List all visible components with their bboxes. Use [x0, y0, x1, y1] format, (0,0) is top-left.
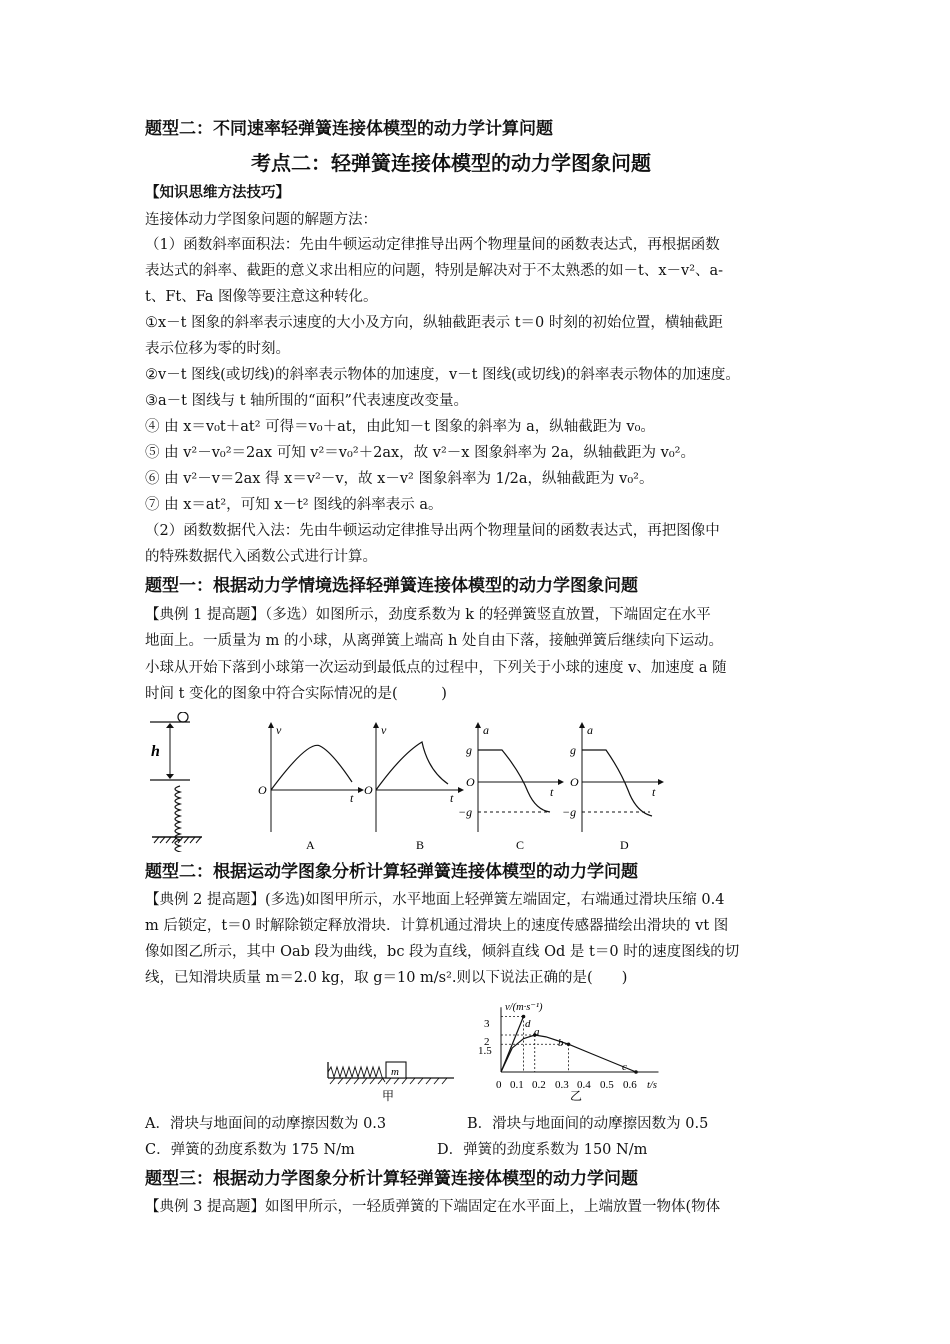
text-line: 的特殊数据代入函数公式进行计算。 — [145, 549, 377, 565]
spring-block-diagram — [328, 1062, 454, 1103]
svg-text:O: O — [258, 783, 267, 797]
svg-text:a: a — [483, 723, 489, 737]
svg-text:g: g — [466, 743, 472, 757]
type2-heading: 题型二：根据运动学图象分析计算轻弹簧连接体模型的动力学问题 — [145, 862, 638, 882]
y-tick: 3 — [484, 1018, 490, 1030]
svg-text:v: v — [381, 723, 387, 737]
svg-text:t: t — [550, 785, 554, 799]
svg-text:t: t — [652, 785, 656, 799]
text-line: t、Ft、Fa 图像等要注意这种转化。 — [145, 289, 378, 305]
option-label-C: C — [516, 838, 525, 852]
page-title: 考点二：轻弹簧连接体模型的动力学图象问题 — [251, 151, 651, 175]
ex1-line: 小球从开始下落到小球第一次运动到最低点的过程中，下列关于小球的速度 v、加速度 a 随 — [145, 660, 727, 676]
text-line: 连接体动力学图象问题的解题方法： — [145, 212, 377, 228]
data-point — [634, 1070, 638, 1074]
text-line: ②v－t 图线(或切线)的斜率表示物体的加速度，v－t 图线(或切线)的斜率表示物体的加速度。 — [145, 367, 740, 383]
option-A: A．滑块与地面间的动摩擦因数为 0.3 — [145, 1116, 387, 1132]
y-axis-label: v/(m·s⁻¹) — [505, 1002, 543, 1013]
x-tick: 0.3 — [555, 1079, 569, 1091]
point-label-a: a — [534, 1026, 540, 1038]
point-label-b: b — [558, 1037, 564, 1049]
vt-chart — [478, 1002, 659, 1103]
text-line: ④ 由 x＝v₀t＋at² 可得＝v₀＋at，由此知－t 图象的斜率为 a，纵轴截距为 v₀。 — [145, 419, 655, 435]
option-B: B．滑块与地面间的动摩擦因数为 0.5 — [467, 1116, 709, 1132]
graph-A — [258, 722, 364, 852]
ex1-line: 地面上。一质量为 m 的小球，从离弹簧上端高 h 处自由下落，接触弹簧后继续向下运动。 — [145, 633, 724, 649]
graph-B — [364, 722, 464, 852]
h-label: h — [151, 743, 160, 760]
svg-text:−g: −g — [458, 805, 473, 819]
option-C: C．弹簧的劲度系数为 175 N/m — [145, 1142, 355, 1158]
caption-jia: 甲 — [382, 1089, 395, 1103]
text-line: （2）函数数据代入法：先由牛顿运动定律推导出两个物理量间的函数表达式，再把图像中 — [145, 523, 720, 539]
caption-yi: 乙 — [570, 1089, 583, 1103]
x-tick: 0 — [496, 1079, 502, 1091]
svg-text:O: O — [570, 775, 579, 789]
graph-C — [458, 722, 564, 852]
svg-text:O: O — [466, 775, 475, 789]
figure-1 — [140, 712, 670, 852]
option-D: D．弹簧的劲度系数为 150 N/m — [437, 1142, 648, 1158]
ex2-line: 像如图乙所示，其中 Oab 段为曲线，bc 段为直线，倾斜直线 Od 是 t＝0 时的速度图线的切 — [145, 944, 740, 960]
option-label-A: A — [306, 838, 315, 852]
svg-text:O: O — [364, 783, 373, 797]
ex2-line: m 后锁定，t＝0 时解除锁定释放滑块．计算机通过滑块上的速度传感器描绘出滑块的 vt 图 — [145, 918, 729, 934]
x-tick: 0.6 — [623, 1079, 637, 1091]
type3-heading: 题型三：根据动力学图象分析计算轻弹簧连接体模型的动力学问题 — [145, 1169, 638, 1189]
ex2-line: 【典例 2 提高题】(多选)如图甲所示，水平地面上轻弹簧左端固定，右端通过滑块压缩 0.4 — [145, 892, 725, 908]
point-label-c: c — [622, 1061, 627, 1073]
svg-text:t: t — [350, 791, 354, 805]
method-heading: 【知识思维方法技巧】 — [145, 184, 290, 201]
text-line: （1）函数斜率面积法：先由牛顿运动定律推导出两个物理量间的函数表达式，再根据函数 — [145, 237, 720, 253]
type1-heading: 题型一：根据动力学情境选择轻弹簧连接体模型的动力学图象问题 — [145, 576, 638, 596]
text-line: ①x－t 图象的斜率表示速度的大小及方向，纵轴截距表示 t＝0 时刻的初始位置，横轴截距 — [145, 315, 723, 331]
text-line: ⑦ 由 x＝at²，可知 x－t² 图线的斜率表示 a。 — [145, 497, 443, 513]
svg-text:t: t — [450, 791, 454, 805]
text-line: ⑥ 由 v²－v＝2ax 得 x＝v²－v，故 x－v² 图象斜率为 1/2a，纵轴截距为 v₀²。 — [145, 471, 654, 487]
y-tick: 2 — [484, 1036, 490, 1048]
svg-text:v: v — [276, 723, 282, 737]
x-tick: 0.5 — [600, 1079, 614, 1091]
point-label-d: d — [525, 1018, 531, 1030]
x-tick: 0.1 — [510, 1079, 524, 1091]
svg-text:g: g — [570, 743, 576, 757]
spring-drop-diagram — [150, 712, 202, 852]
block-label: m — [391, 1066, 399, 1078]
graph-D — [562, 722, 664, 852]
text-line: 表达式的斜率、截距的意义求出相应的问题，特别是解决对于不太熟悉的如－t、x－v²、a- — [145, 263, 724, 279]
y-tick: 1.5 — [478, 1045, 492, 1057]
option-label-B: B — [416, 838, 425, 852]
figure-2 — [320, 996, 680, 1106]
svg-text:a: a — [587, 723, 593, 737]
x-tick: 0.4 — [577, 1079, 591, 1091]
text-line: 表示位移为零的时刻。 — [145, 341, 290, 357]
svg-text:−g: −g — [562, 805, 577, 819]
heading-top: 题型二：不同速率轻弹簧连接体模型的动力学计算问题 — [145, 119, 553, 139]
x-axis-label: t/s — [647, 1080, 657, 1091]
ex1-line: 【典例 1 提高题】（多选）如图所示，劲度系数为 k 的轻弹簧竖直放置，下端固定在水平 — [145, 607, 711, 623]
data-point — [567, 1042, 571, 1046]
text-line: ③a－t 图线与 t 轴所围的“面积”代表速度改变量。 — [145, 393, 468, 409]
text-line: ⑤ 由 v²－v₀²＝2ax 可知 v²＝v₀²＋2ax，故 v²－x 图象斜率为 2a，纵轴截距为 v₀²。 — [145, 445, 695, 461]
ex3-line: 【典例 3 提高题】如图甲所示，一轻质弹簧的下端固定在水平面上，上端放置一物体(物体 — [145, 1199, 721, 1215]
x-tick: 0.2 — [532, 1079, 546, 1091]
option-label-D: D — [620, 838, 629, 852]
ex2-line: 线，已知滑块质量 m＝2.0 kg，取 g＝10 m/s².则以下说法正确的是( ) — [145, 970, 628, 986]
tangent-line-Od — [501, 1017, 524, 1073]
ex1-line: 时间 t 变化的图象中符合实际情况的是( ) — [145, 686, 447, 702]
